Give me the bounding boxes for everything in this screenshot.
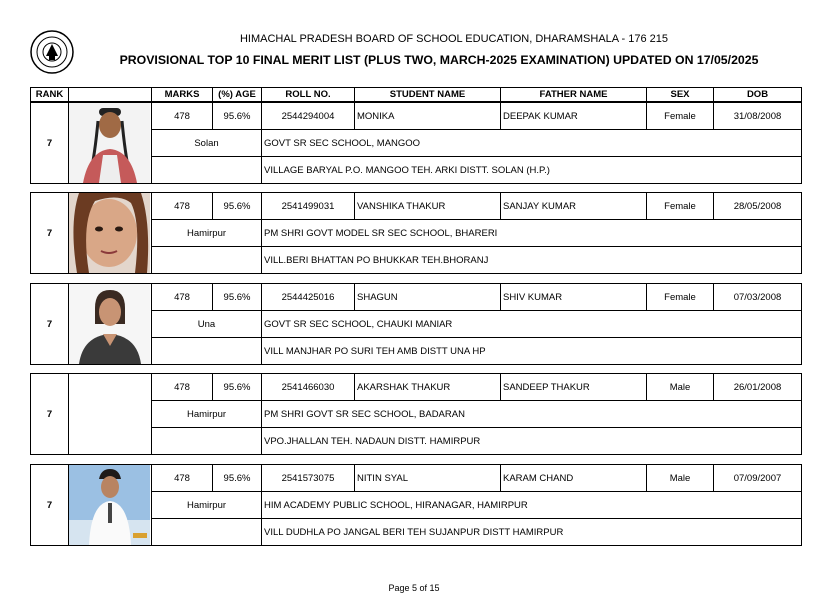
father-name-cell: SANDEEP THAKUR	[501, 374, 647, 401]
father-name-cell: KARAM CHAND	[501, 465, 647, 492]
student-photo	[69, 465, 152, 546]
empty-cell	[152, 428, 262, 455]
marks-cell: 478	[152, 374, 213, 401]
merit-record	[30, 102, 802, 184]
col-student-name: STUDENT NAME	[355, 88, 501, 102]
school-cell: GOVT SR SEC SCHOOL, CHAUKI MANIAR	[262, 311, 802, 338]
address-cell: VILL.BERI BHATTAN PO BHUKKAR TEH.BHORANJ	[262, 247, 802, 274]
dob-cell: 07/09/2007	[714, 465, 802, 492]
rank-cell: 7	[31, 103, 69, 184]
marks-cell: 478	[152, 193, 213, 220]
col-sex: SEX	[647, 88, 714, 102]
school-cell: GOVT SR SEC SCHOOL, MANGOO	[262, 130, 802, 157]
father-name-cell: DEEPAK KUMAR	[501, 103, 647, 130]
father-name-cell: SHIV KUMAR	[501, 284, 647, 311]
col-percent: (%) AGE	[213, 88, 262, 102]
column-header-table	[30, 87, 802, 102]
empty-cell	[152, 338, 262, 365]
district-cell: Hamirpur	[152, 492, 262, 519]
student-name-cell: SHAGUN	[355, 284, 501, 311]
rank-cell: 7	[31, 284, 69, 365]
school-cell: PM SHRI GOVT SR SEC SCHOOL, BADARAN	[262, 401, 802, 428]
percent-cell: 95.6%	[213, 465, 262, 492]
school-cell: HIM ACADEMY PUBLIC SCHOOL, HIRANAGAR, HAMIRPUR	[262, 492, 802, 519]
col-rank: RANK	[31, 88, 69, 102]
student-name-cell: VANSHIKA THAKUR	[355, 193, 501, 220]
address-cell: VPO.JHALLAN TEH. NADAUN DISTT. HAMIRPUR	[262, 428, 802, 455]
rank-cell: 7	[31, 374, 69, 455]
percent-cell: 95.6%	[213, 103, 262, 130]
school-cell: PM SHRI GOVT MODEL SR SEC SCHOOL, BHARERI	[262, 220, 802, 247]
roll-cell: 2541573075	[262, 465, 355, 492]
rank-cell: 7	[31, 465, 69, 546]
sex-cell: Female	[647, 284, 714, 311]
col-roll: ROLL NO.	[262, 88, 355, 102]
empty-cell	[152, 247, 262, 274]
col-marks: MARKS	[152, 88, 213, 102]
district-cell: Solan	[152, 130, 262, 157]
student-name-cell: AKARSHAK THAKUR	[355, 374, 501, 401]
col-photo	[69, 88, 152, 102]
student-name-cell: MONIKA	[355, 103, 501, 130]
address-cell: VILL DUDHLA PO JANGAL BERI TEH SUJANPUR DISTT HAMIRPUR	[262, 519, 802, 546]
empty-cell	[152, 519, 262, 546]
father-name-cell: SANJAY KUMAR	[501, 193, 647, 220]
student-photo	[69, 284, 152, 365]
dob-cell: 26/01/2008	[714, 374, 802, 401]
district-cell: Una	[152, 311, 262, 338]
student-photo-empty	[69, 374, 152, 455]
district-cell: Hamirpur	[152, 401, 262, 428]
roll-cell: 2541466030	[262, 374, 355, 401]
page-number: Page 5 of 15	[388, 583, 440, 593]
sex-cell: Female	[647, 193, 714, 220]
page-title: PROVISIONAL TOP 10 FINAL MERIT LIST (PLUS TWO, MARCH-2025 EXAMINATION) UPDATED ON 17/05/2025	[119, 53, 759, 67]
board-name: HIMACHAL PRADESH BOARD OF SCHOOL EDUCATION, DHARAMSHALA - 176 215	[239, 33, 669, 45]
merit-record	[30, 373, 802, 455]
sex-cell: Female	[647, 103, 714, 130]
dob-cell: 28/05/2008	[714, 193, 802, 220]
percent-cell: 95.6%	[213, 374, 262, 401]
empty-cell	[152, 157, 262, 184]
dob-cell: 31/08/2008	[714, 103, 802, 130]
sex-cell: Male	[647, 465, 714, 492]
roll-cell: 2544294004	[262, 103, 355, 130]
student-name-cell: NITIN SYAL	[355, 465, 501, 492]
roll-cell: 2541499031	[262, 193, 355, 220]
percent-cell: 95.6%	[213, 193, 262, 220]
roll-cell: 2544425016	[262, 284, 355, 311]
marks-cell: 478	[152, 103, 213, 130]
rank-cell: 7	[31, 193, 69, 274]
sex-cell: Male	[647, 374, 714, 401]
merit-record	[30, 464, 802, 546]
col-father-name: FATHER NAME	[501, 88, 647, 102]
dob-cell: 07/03/2008	[714, 284, 802, 311]
merit-record	[30, 283, 802, 365]
marks-cell: 478	[152, 465, 213, 492]
address-cell: VILL MANJHAR PO SURI TEH AMB DISTT UNA HP	[262, 338, 802, 365]
percent-cell: 95.6%	[213, 284, 262, 311]
address-cell: VILLAGE BARYAL P.O. MANGOO TEH. ARKI DISTT. SOLAN (H.P.)	[262, 157, 802, 184]
merit-record	[30, 192, 802, 274]
col-dob: DOB	[714, 88, 802, 102]
marks-cell: 478	[152, 284, 213, 311]
district-cell: Hamirpur	[152, 220, 262, 247]
student-photo	[69, 193, 152, 274]
student-photo	[69, 103, 152, 184]
